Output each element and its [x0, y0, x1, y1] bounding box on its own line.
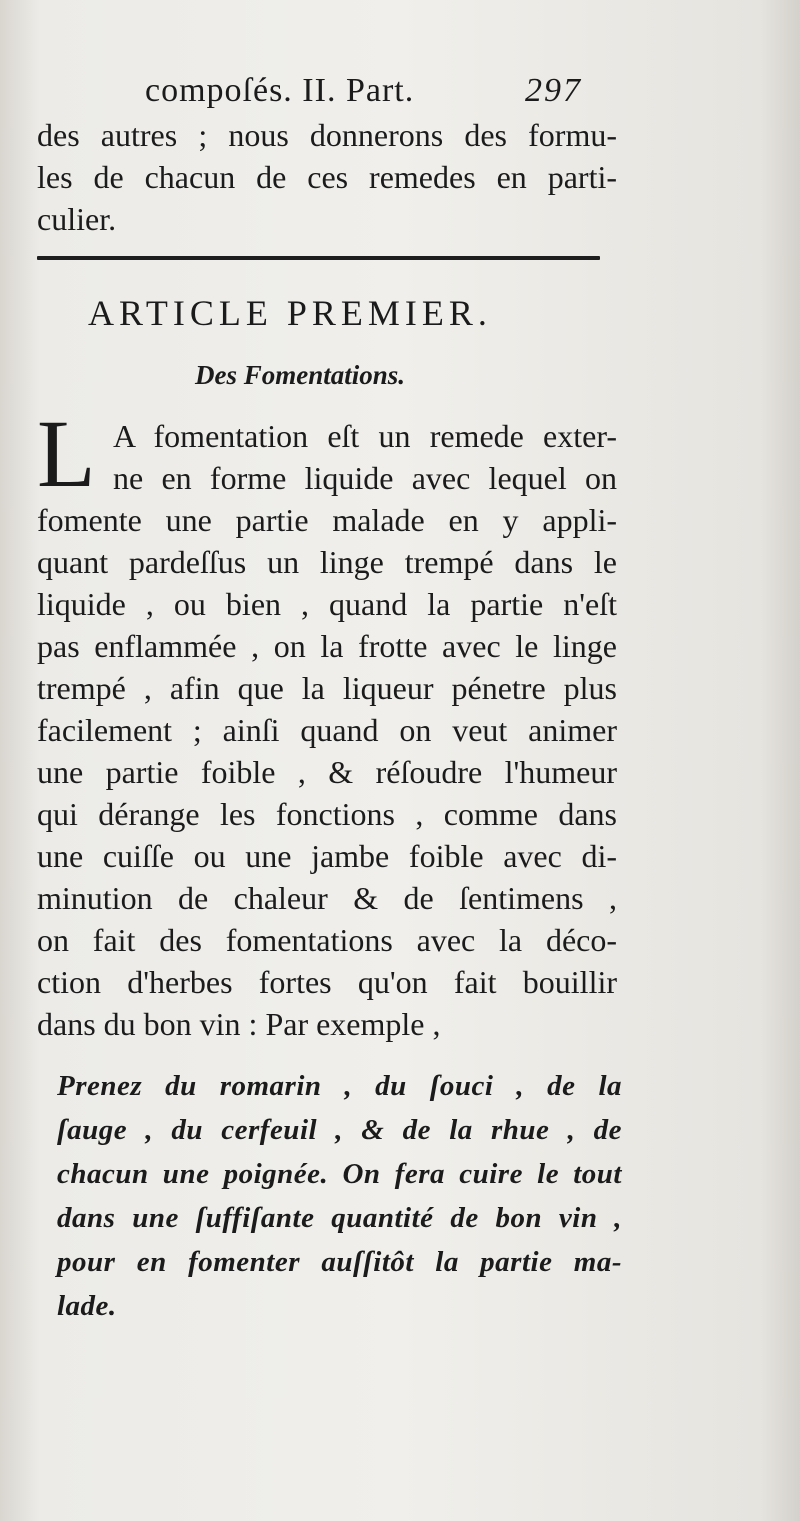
text-line: ne en forme liquide avec lequel on	[113, 460, 617, 496]
intro-paragraph	[37, 114, 617, 240]
recipe-line: pour en fomenter auſſitôt la partie ma-	[57, 1246, 622, 1278]
page-number: 297	[525, 72, 582, 109]
running-head-title: compoſés. II. Part.	[145, 72, 415, 109]
text-line: facilement ; ainſi quand on veut animer	[37, 712, 617, 748]
text-line: fomente une partie malade en y appli-	[37, 502, 617, 538]
recipe-line: chacun une poignée. On fera cuire le tout	[57, 1158, 622, 1190]
recipe-line: lade.	[57, 1290, 117, 1322]
text-line: minution de chaleur & de ſentimens ,	[37, 880, 617, 916]
recipe-paragraph	[57, 1064, 622, 1328]
body-paragraph	[37, 415, 617, 1045]
section-divider	[37, 256, 600, 260]
text-line: une partie foible , & réſoudre l'humeur	[37, 754, 617, 790]
text-line: les de chacun de ces remedes en parti-	[37, 159, 617, 195]
article-heading-text: ARTICLE PREMIER.	[88, 293, 492, 333]
text-line: pas enflammée , on la frotte avec le linge	[37, 628, 617, 664]
text-line: liquide , ou bien , quand la partie n'eſt	[37, 586, 617, 622]
section-title: Des Fomentations.	[195, 360, 406, 390]
running-head	[0, 72, 800, 112]
text-line: dans du bon vin : Par exemple ,	[37, 1006, 441, 1042]
text-line: culier.	[37, 201, 117, 237]
text-line: trempé , afin que la liqueur pénetre plus	[37, 670, 617, 706]
text-line: des autres ; nous donnerons des formu-	[37, 117, 617, 153]
recipe-line: dans une ſuffiſante quantité de bon vin ,	[57, 1202, 622, 1234]
text-line: quant pardeſſus un linge trempé dans le	[37, 544, 617, 580]
text-line: on fait des fomentations avec la déco-	[37, 922, 617, 958]
text-line: qui dérange les fonctions , comme dans	[37, 796, 617, 832]
text-line: A fomentation eſt un remede exter-	[113, 418, 617, 454]
recipe-line: Prenez du romarin , du ſouci , de la	[57, 1070, 622, 1102]
drop-cap: L	[37, 400, 96, 507]
recipe-line: ſauge , du cerfeuil , & de la rhue , de	[57, 1114, 622, 1146]
text-line: ction d'herbes fortes qu'on fait bouillir	[37, 964, 617, 1000]
text-line: une cuiſſe ou une jambe foible avec di-	[37, 838, 617, 874]
